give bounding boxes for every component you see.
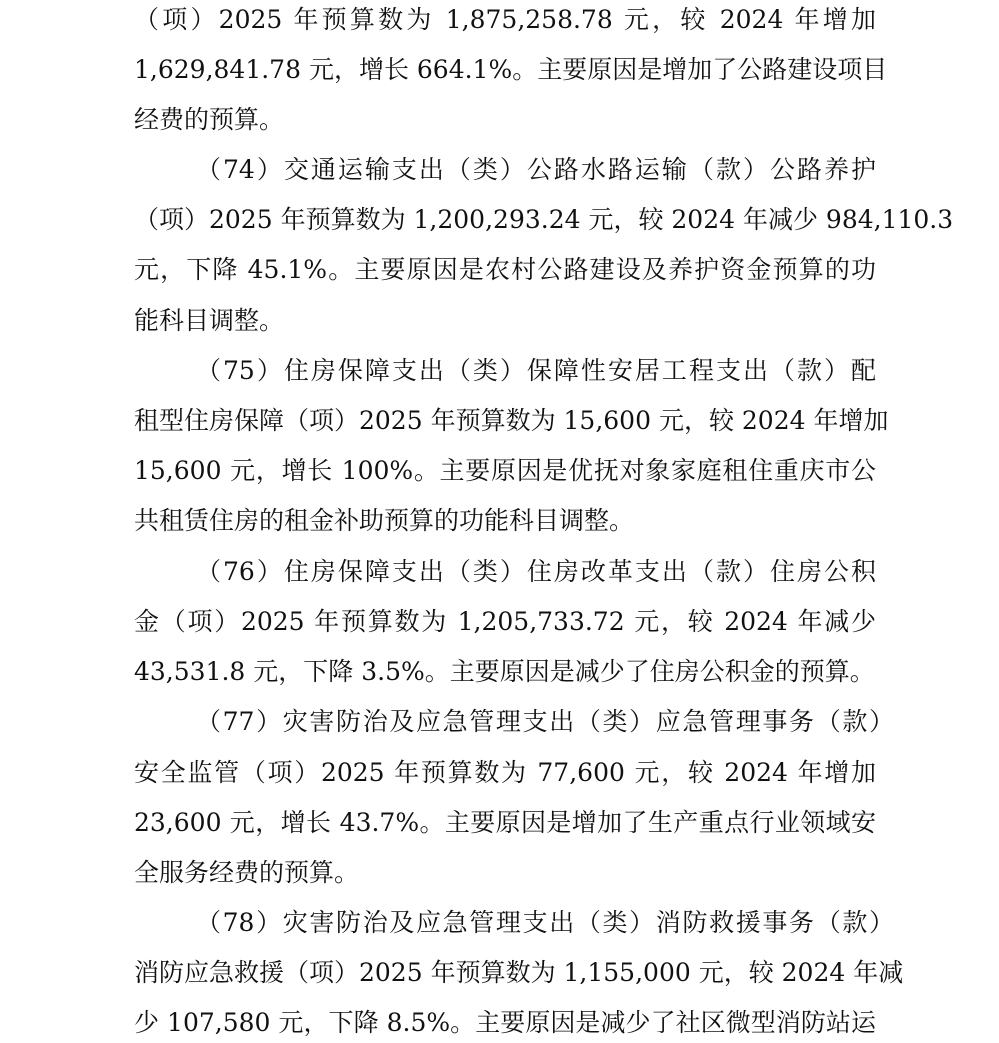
paragraph-75-heading: （75）住房保障支出（类）保障性安居工程支出（款）配 [196, 356, 876, 385]
text-line: 23,600 元，增长 43.7%。主要原因是增加了生产重点行业领域安 [134, 808, 876, 837]
paragraph-74-heading: （74）交通运输支出（类）公路水路运输（款）公路养护 [196, 155, 876, 184]
text-line: 安全监管（项）2025 年预算数为 77,600 元，较 2024 年增加 [134, 758, 876, 787]
paragraph-76-heading: （76）住房保障支出（类）住房改革支出（款）住房公积 [196, 557, 876, 586]
text-line: 43,531.8 元，下降 3.5%。主要原因是减少了住房公积金的预算。 [134, 657, 875, 686]
text-line: （项）2025 年预算数为 1,875,258.78 元，较 2024 年增加 [134, 5, 876, 34]
paragraph-78-heading: （78）灾害防治及应急管理支出（类）消防救援事务（款） [196, 908, 894, 937]
text-line: 元，下降 45.1%。主要原因是农村公路建设及养护资金预算的功 [134, 255, 876, 284]
text-line: 能科目调整。 [134, 306, 285, 335]
paragraph-77-heading: （77）灾害防治及应急管理支出（类）应急管理事务（款） [196, 707, 894, 736]
text-line: 1,629,841.78 元，增长 664.1%。主要原因是增加了公路建设项目 [134, 55, 888, 84]
text-line: 租型住房保障（项）2025 年预算数为 15,600 元，较 2024 年增加 [134, 406, 889, 435]
text-line: 少 107,580 元，下降 8.5%。主要原因是减少了社区微型消防站运 [134, 1008, 876, 1037]
text-line: 经费的预算。 [134, 105, 285, 134]
text-line: 15,600 元，增长 100%。主要原因是优抚对象家庭租住重庆市公 [134, 456, 876, 485]
text-line: 共租赁住房的租金补助预算的功能科目调整。 [134, 506, 635, 535]
text-line: 全服务经费的预算。 [134, 858, 360, 887]
text-line: 金（项）2025 年预算数为 1,205,733.72 元，较 2024 年减少 [134, 607, 876, 636]
text-line: 消防应急救援（项）2025 年预算数为 1,155,000 元，较 2024 年减 [134, 958, 904, 987]
text-line: （项）2025 年预算数为 1,200,293.24 元，较 2024 年减少 984,110.3 [134, 205, 954, 234]
